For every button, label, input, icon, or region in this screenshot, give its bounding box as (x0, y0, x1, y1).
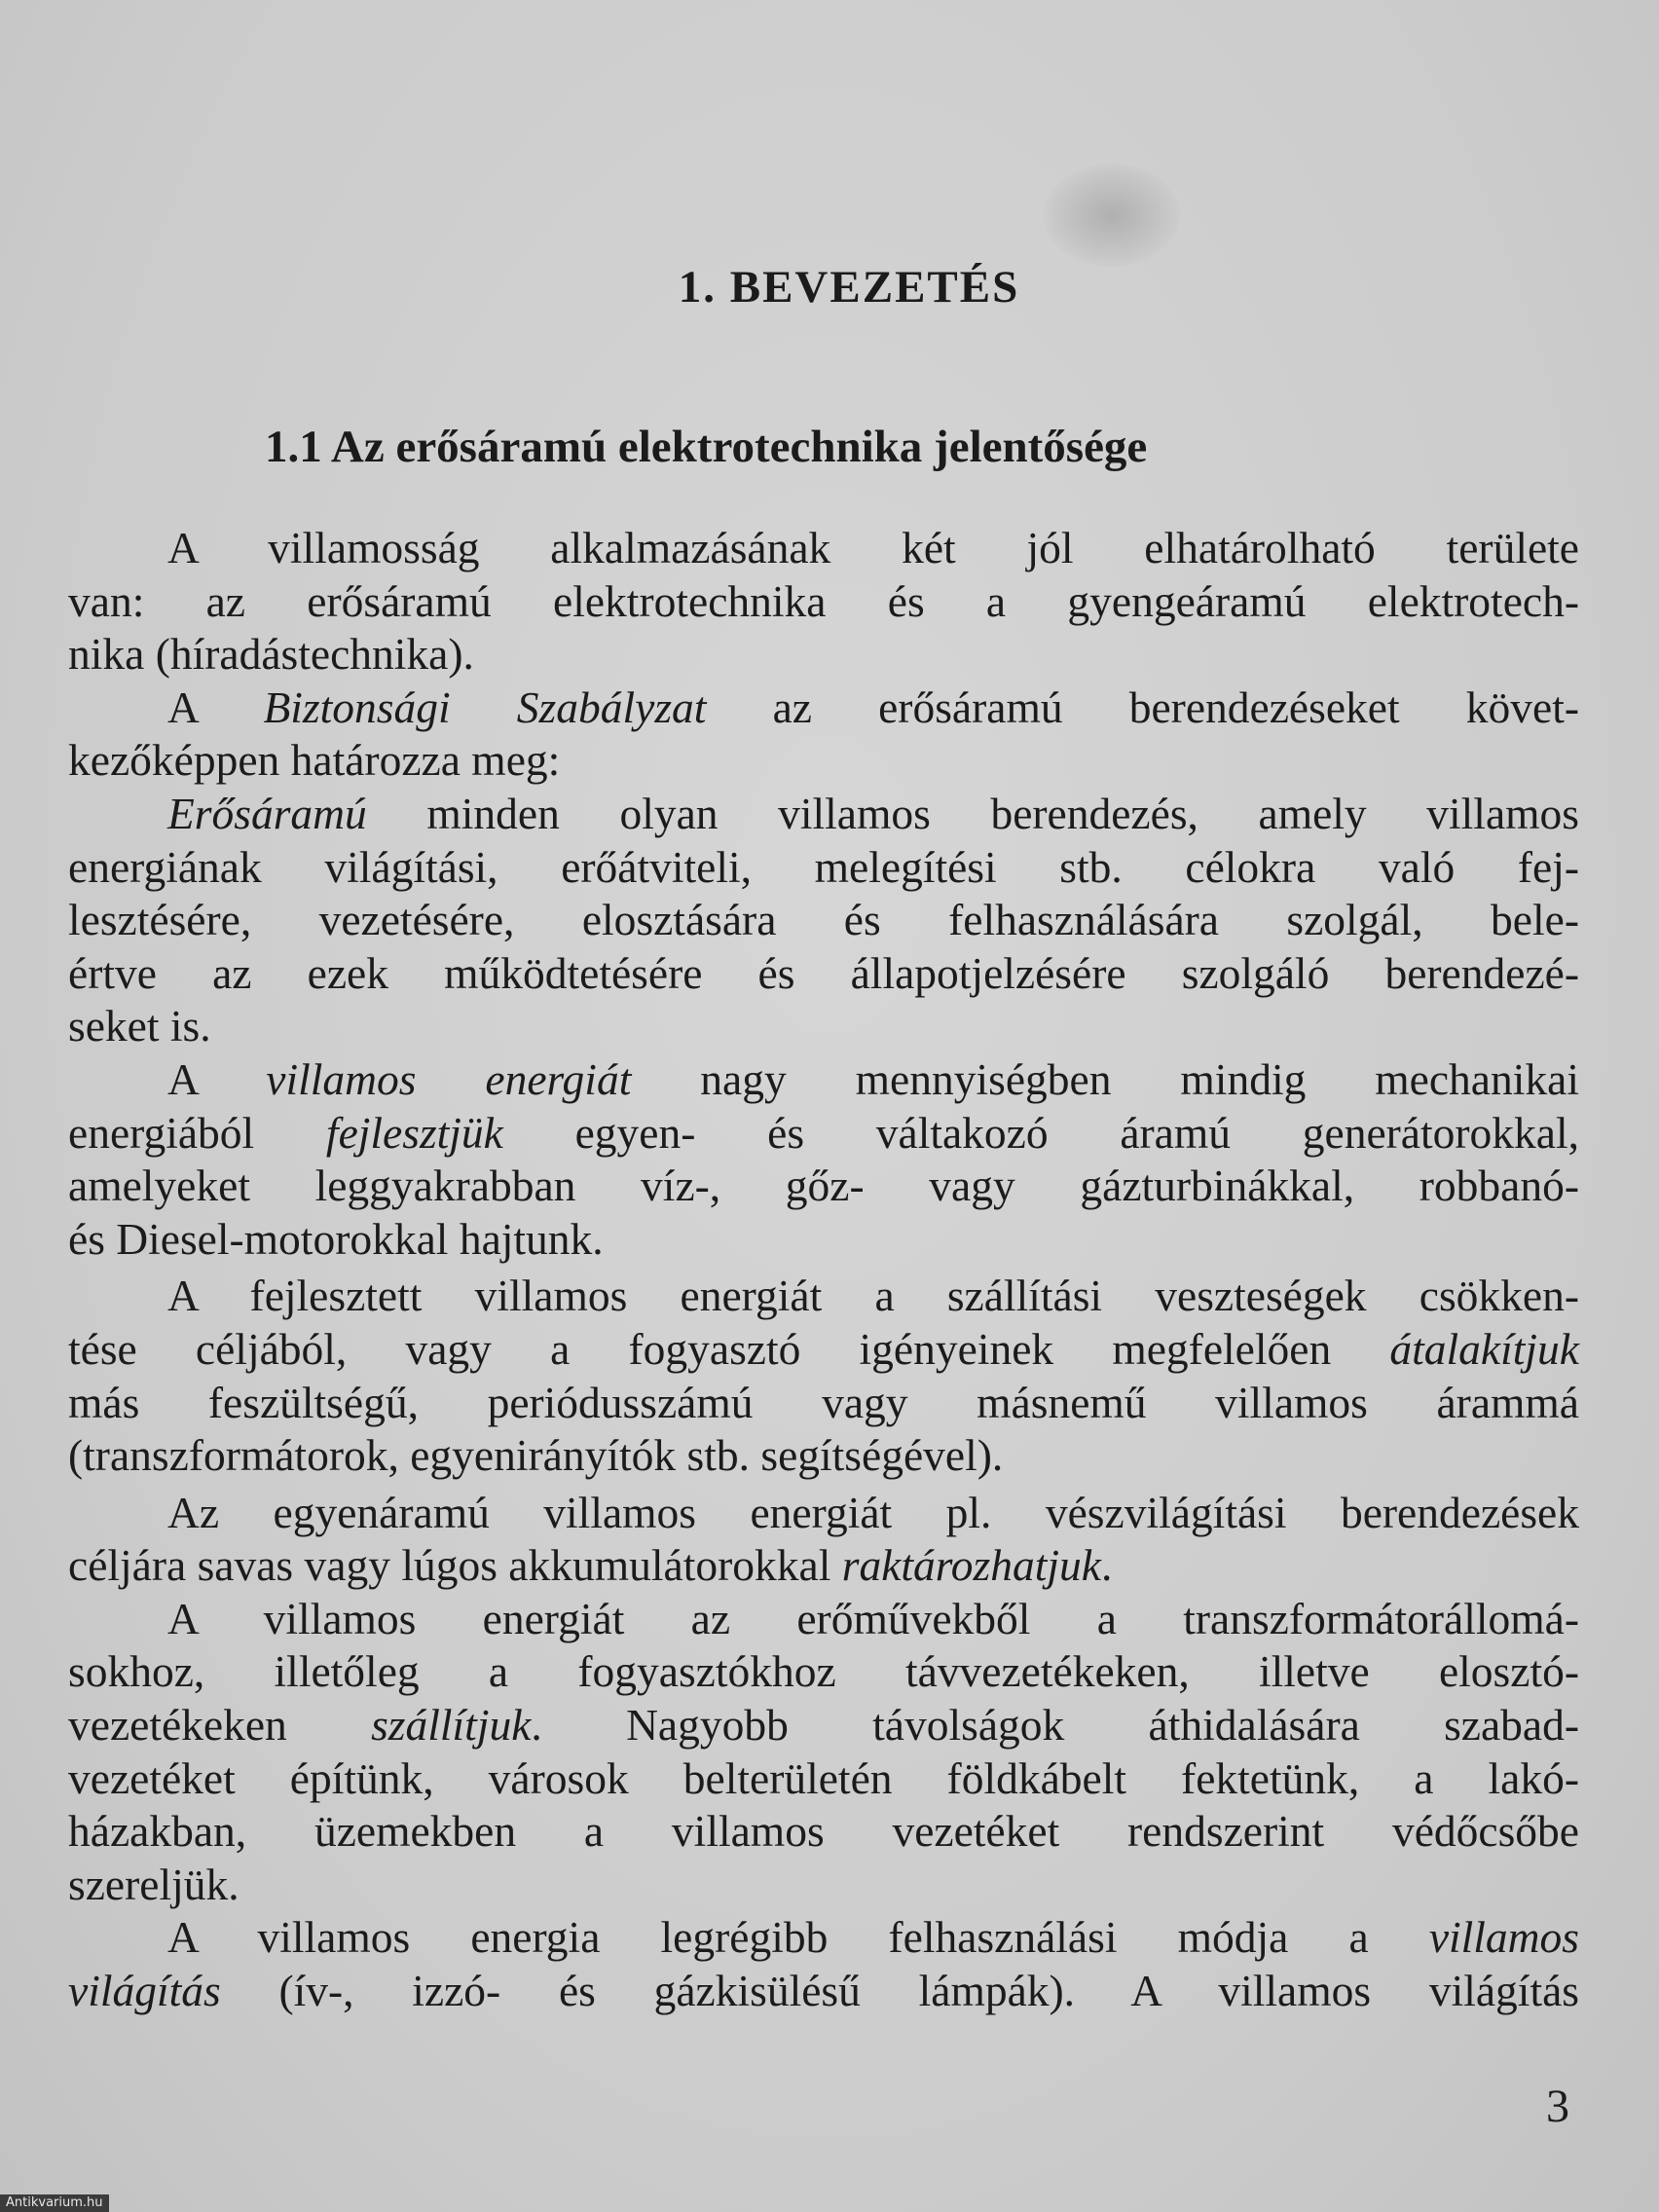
italic-run: Biztonsági Szabályzat (263, 682, 707, 732)
text-line (68, 1053, 1579, 1107)
text-line: A villamos energiát az erőművekből a transzformátorállomá- (167, 1593, 1579, 1643)
text-line: van: az erősáramú elektrotechnika és a gyengeáramú elektrotech- (68, 575, 1579, 626)
italic-run: világítás (68, 1966, 221, 2016)
text-line: A fejlesztett villamos energiát a szállítási veszteségek csökken- (167, 1271, 1579, 1321)
text-run: . Nagyobb távolságok áthidalására szabad- (531, 1700, 1580, 1751)
text-run: A (167, 1053, 267, 1104)
text-line: értve az ezek működtetésére és állapotjelzésére szolgáló berendezé- (68, 947, 1579, 998)
text-line: (transzformátorok, egyenirányítók stb. segítségével). (68, 1430, 1004, 1481)
text-line (68, 1107, 1579, 1161)
text-run: nagy mennyiségben mindig mechanikai (631, 1053, 1579, 1104)
text-line: A villamosság alkalmazásának két jól elhatárolható területe (167, 523, 1579, 572)
italic-run: villamos energiát (266, 1053, 632, 1104)
text-run: (ív-, izzó- és gázkisülésű lámpák). A villamos világítás (220, 1966, 1579, 2016)
chapter-title: 1. BEVEZETÉS (678, 262, 1020, 313)
text-run: egyen- és váltakozó áramú generátorokkal, (502, 1107, 1579, 1158)
text-line (68, 1323, 1579, 1377)
text-run: energiából (68, 1107, 326, 1158)
italic-run: Erősáramú (167, 788, 367, 838)
text-line: vezetéket építünk, városok belterületén földkábelt fektetünk, a lakó- (68, 1752, 1579, 1803)
paper-stain (1044, 164, 1180, 267)
text-line: házakban, üzemekben a villamos vezetéket rendszerint védőcsőbe (68, 1806, 1579, 1857)
text-line (68, 682, 1579, 735)
italic-run: villamos (1428, 1912, 1579, 1963)
text-line: lesztésére, vezetésére, elosztására és felhasználására szolgál, bele- (68, 895, 1579, 945)
text-line (68, 1699, 1579, 1752)
text-line (68, 1911, 1579, 1965)
section-title: 1.1 Az erősáramú elektrotechnika jelentősége (265, 422, 1148, 472)
text-run: A (167, 682, 264, 732)
text-line: sokhoz, illetőleg a fogyasztókhoz távvezetékeken, illetve elosztó- (68, 1646, 1579, 1697)
text-run: tése céljából, vagy a fogyasztó igényeinek megfelelően (68, 1323, 1390, 1374)
page-number: 3 (1546, 2081, 1569, 2132)
watermark: Antikvarium.hu (0, 2194, 109, 2212)
text-line: amelyeket leggyakrabban víz-, gőz- vagy gázturbinákkal, robbanó- (68, 1161, 1579, 1211)
italic-run: átalakítjuk (1389, 1323, 1579, 1374)
text-line: más feszültségű, periódusszámú vagy másnemű villamos árammá (68, 1377, 1579, 1427)
text-line: kezőképpen határozza meg: (68, 735, 561, 786)
text-line: Az egyenáramú villamos energiát pl. vészvilágítási berendezések (167, 1487, 1579, 1537)
text-run: minden olyan villamos berendezés, amely villamos (366, 788, 1579, 838)
italic-run: raktározhatjuk (841, 1540, 1101, 1591)
body-text (68, 522, 1579, 2018)
text-line (68, 1965, 1579, 2018)
text-run: . (1101, 1540, 1113, 1591)
text-line (68, 788, 1579, 841)
text-line: energiának világítási, erőátviteli, melegítési stb. célokra való fej- (68, 841, 1579, 892)
text-line: seket is. (68, 1001, 211, 1051)
text-line: és Diesel-motorokkal hajtunk. (68, 1213, 604, 1264)
text-run: céljára savas vagy lúgos akkumulátorokkal (68, 1540, 842, 1591)
text-line (68, 1539, 1579, 1593)
text-run: A villamos energia legrégibb felhasználási módja a (167, 1912, 1429, 1963)
italic-run: fejlesztjük (325, 1107, 503, 1158)
text-line: szereljük. (68, 1859, 240, 1909)
text-line: nika (híradástechnika). (68, 629, 474, 680)
text-run: az erősáramú berendezéseket követ- (706, 682, 1579, 732)
text-run: vezetékeken (68, 1700, 372, 1751)
italic-run: szállítjuk (371, 1700, 532, 1751)
